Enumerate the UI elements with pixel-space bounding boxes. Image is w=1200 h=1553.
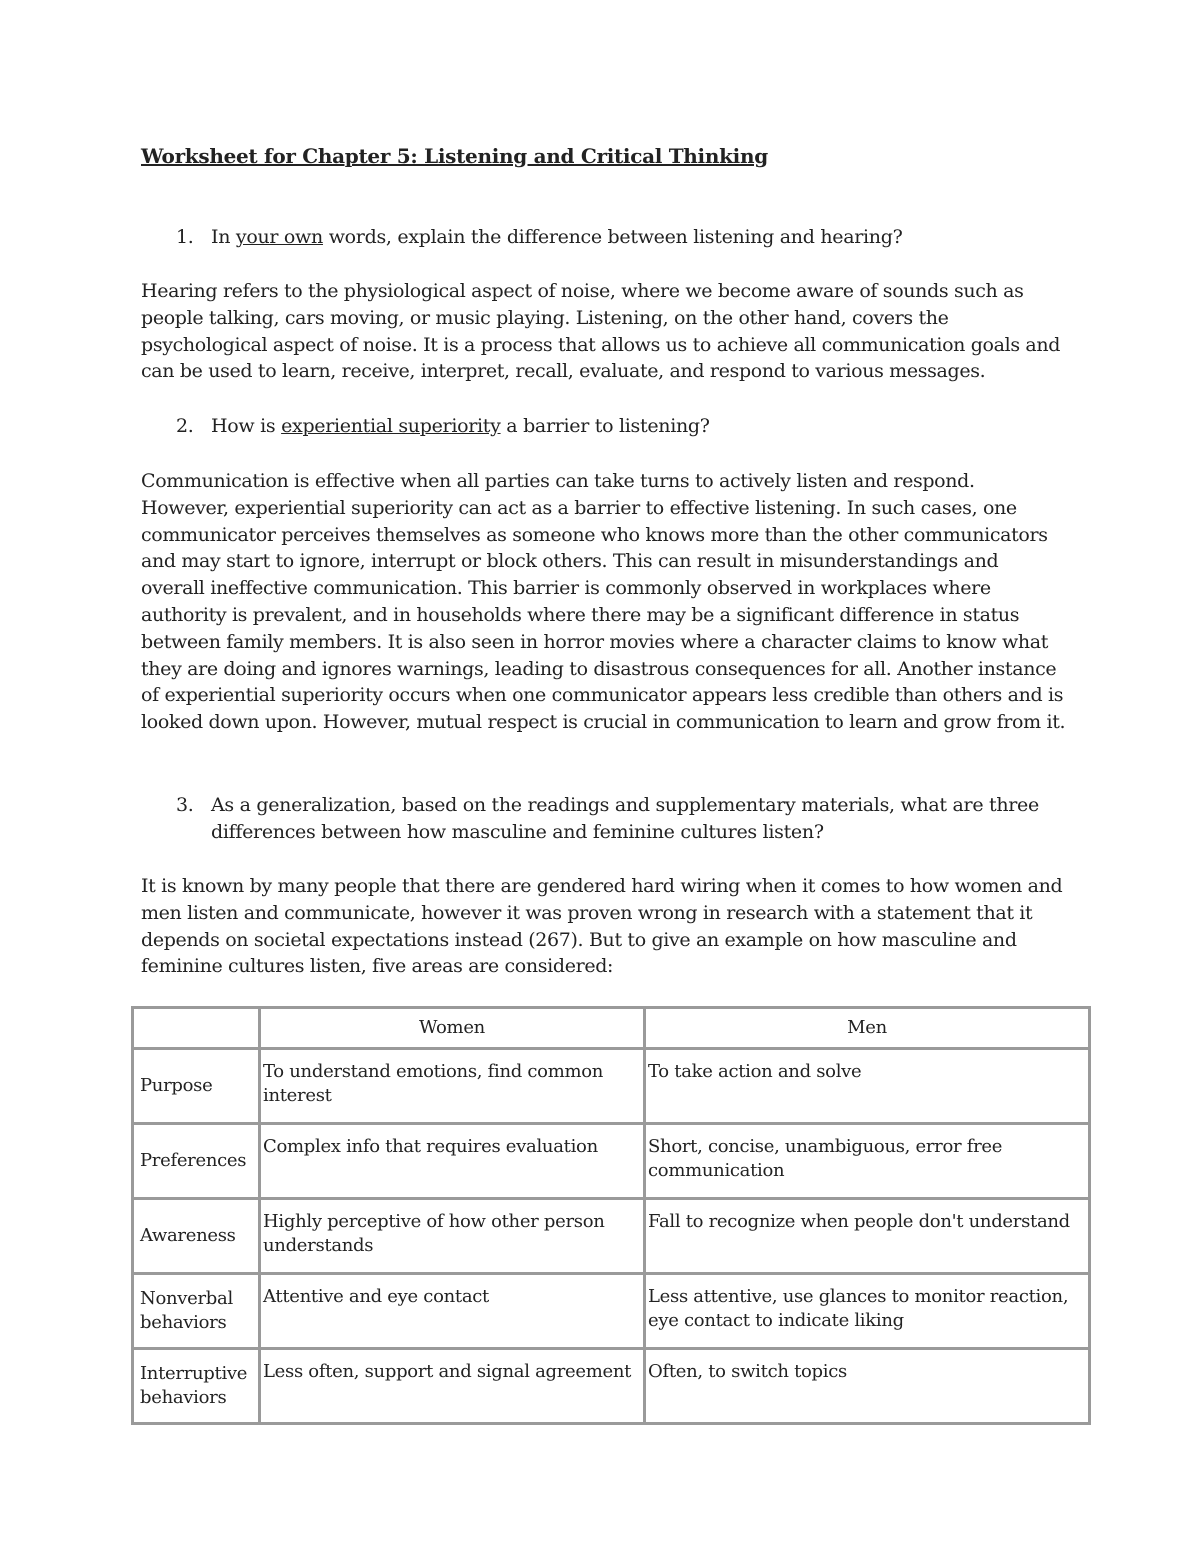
- question-text-pre: How is: [211, 415, 282, 437]
- table-header-cell: [133, 1008, 260, 1049]
- answer-2: Communication is effective when all parties can take turns to actively listen and respond. However, experiential superiority can act as a barrier to effective listening. In such cases, one communicator perceives themselves as someone who knows more than the other communicators and may start to ignore, interrupt or block others. This can result in misunderstandings and overall ineffective communication. This barrier is commonly observed in workplaces where authority is prevalent, and in households where there may be a significant difference in status between family members. It is also seen in horror movies where a character claims to know what they are doing and ignores warnings, leading to disastrous consequences for all. Another instance of experiential superiority occurs when one communicator appears less credible than others and is looked down upon. However, mutual respect is crucial in communication to learn and grow from it.: [141, 470, 1066, 734]
- row-label: Nonverbal behaviors: [133, 1274, 260, 1349]
- question-text: As a generalization, based on the readings and supplementary materials, what are three differences between how masculine and feminine cultures listen?: [211, 794, 1039, 843]
- question-text-post: a barrier to listening?: [500, 415, 710, 437]
- answer-1: Hearing refers to the physiological aspect of noise, where we become aware of sounds such as people talking, cars moving, or music playing. Listening, on the other hand, covers the psychological aspect of noise. It is a process that allows us to achieve all communication goals and can be used to learn, receive, interpret, recall, evaluate, and respond to various messages.: [141, 280, 1061, 383]
- row-label: Interruptive behaviors: [133, 1349, 260, 1424]
- men-cell: To take action and solve: [645, 1049, 1090, 1124]
- row-label: Preferences: [133, 1124, 260, 1199]
- women-cell: To understand emotions, find common interest: [260, 1049, 645, 1124]
- table-header-row: [133, 1008, 1090, 1049]
- page-title: Worksheet for Chapter 5: Listening and Critical Thinking: [141, 144, 768, 168]
- men-cell: Fall to recognize when people don't understand: [645, 1199, 1090, 1274]
- women-cell: Complex info that requires evaluation: [260, 1124, 645, 1199]
- question-text-post: words, explain the difference between listening and hearing?: [322, 226, 903, 248]
- question-number: 3.: [176, 794, 194, 816]
- question-1: [176, 224, 1076, 251]
- women-cell: Less often, support and signal agreement: [260, 1349, 645, 1424]
- question-number: 2.: [176, 415, 194, 437]
- row-label: Awareness: [133, 1199, 260, 1274]
- men-cell: Short, concise, unambiguous, error free communication: [645, 1124, 1090, 1199]
- question-3: [176, 792, 1046, 846]
- question-text: [211, 413, 1076, 440]
- question-text: [211, 224, 1076, 251]
- answer-3: It is known by many people that there are gendered hard wiring when it comes to how women and men listen and communicate, however it was proven wrong in research with a statement that it depends on societal expectations instead (267). But to give an example on how masculine and feminine cultures listen, five areas are considered:: [141, 875, 1063, 978]
- question-2: [176, 413, 1076, 440]
- table-row: [133, 1274, 1090, 1349]
- row-label: Purpose: [133, 1049, 260, 1124]
- table-row: [133, 1049, 1090, 1124]
- men-cell: Often, to switch topics: [645, 1349, 1090, 1424]
- men-cell: Less attentive, use glances to monitor reaction, eye contact to indicate liking: [645, 1274, 1090, 1349]
- question-number: 1.: [176, 226, 194, 248]
- women-cell: Attentive and eye contact: [260, 1274, 645, 1349]
- table-header-cell: Women: [260, 1008, 645, 1049]
- table-header-cell: Men: [645, 1008, 1090, 1049]
- comparison-table: [131, 1006, 1091, 1425]
- table-row: [133, 1124, 1090, 1199]
- women-cell: Highly perceptive of how other person understands: [260, 1199, 645, 1274]
- table-row: [133, 1199, 1090, 1274]
- question-text-pre: In: [211, 226, 236, 248]
- table-row: [133, 1349, 1090, 1424]
- question-emphasis: experiential superiority: [281, 415, 501, 437]
- question-emphasis: your own: [235, 226, 323, 248]
